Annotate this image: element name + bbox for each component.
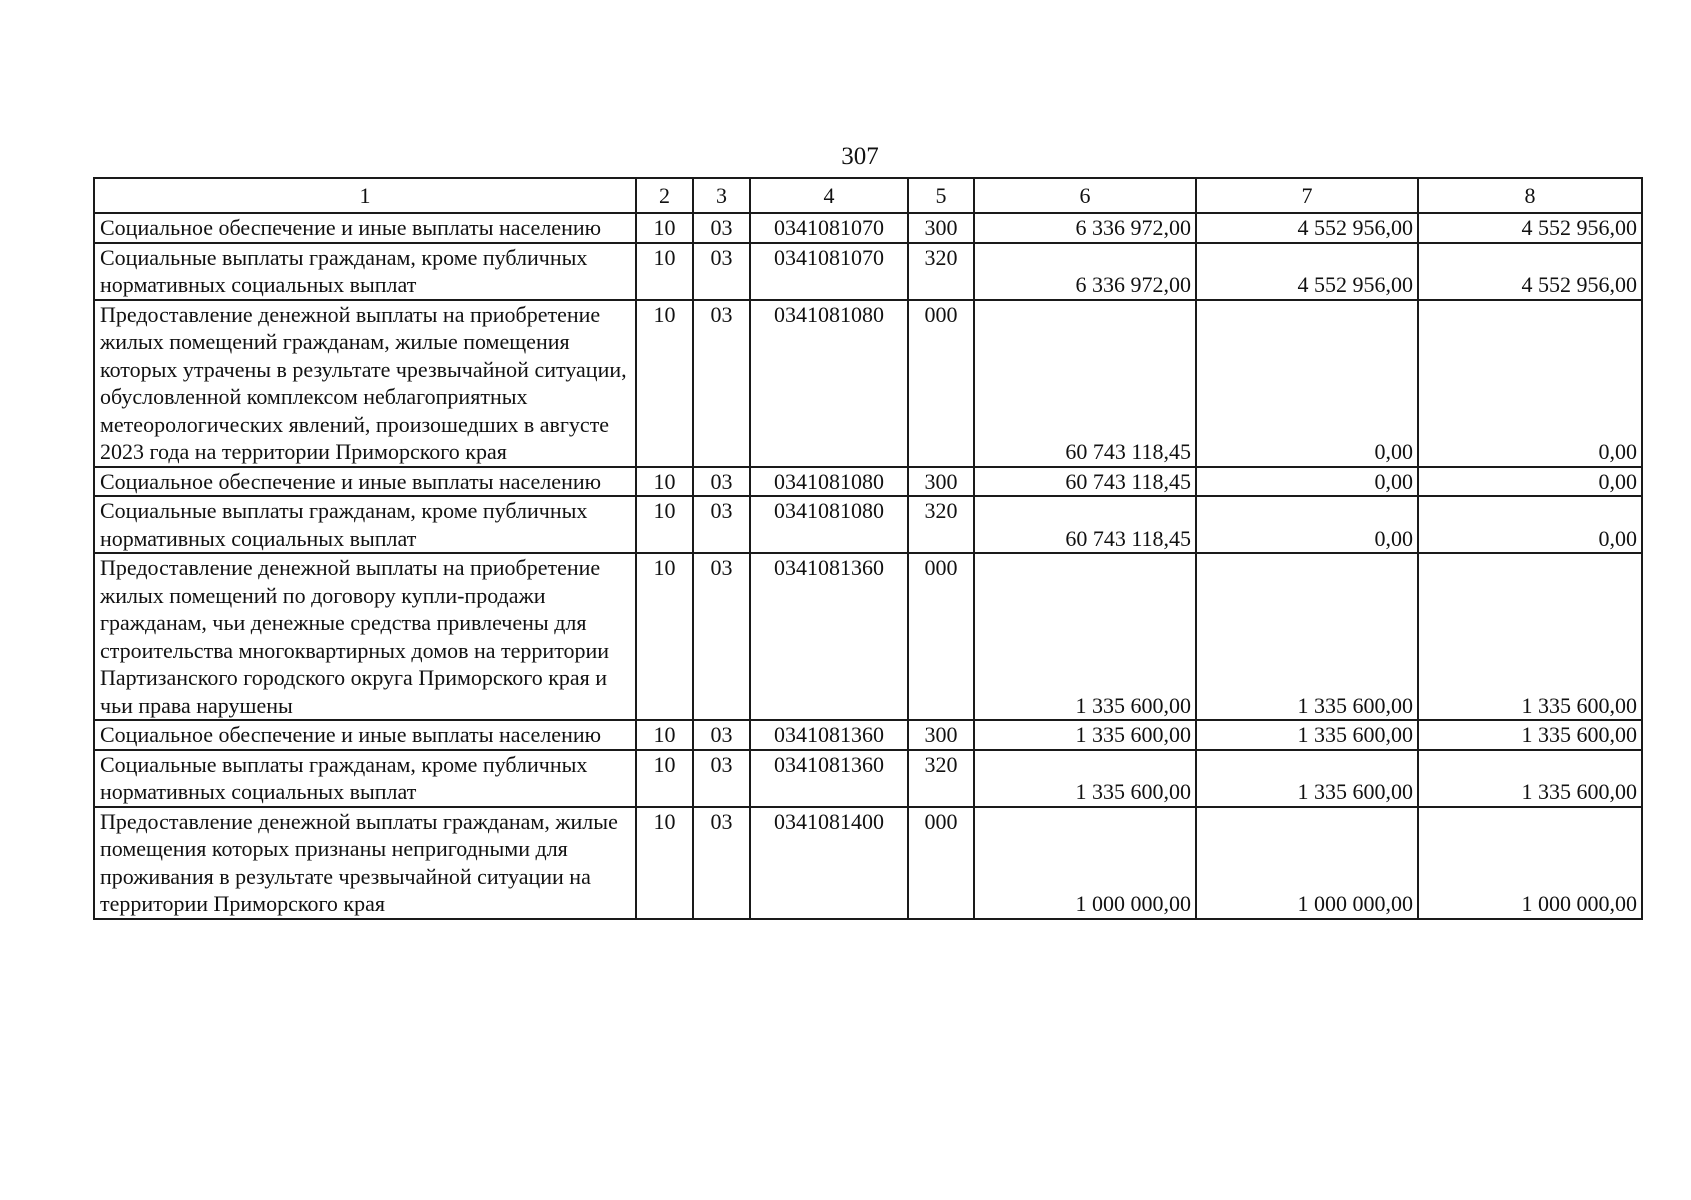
expense-type-code: 000 [908,807,974,919]
expense-type-code: 320 [908,243,974,300]
column-header: 5 [908,178,974,213]
amount-col6: 1 000 000,00 [974,807,1196,919]
table-row [94,807,1642,919]
amount-col8: 1 335 600,00 [1418,720,1642,750]
section-code: 10 [636,750,693,807]
expense-type-code: 000 [908,300,974,467]
row-name: Социальные выплаты гражданам, кроме публичных нормативных социальных выплат [94,496,636,553]
subsection-code: 03 [693,300,750,467]
subsection-code: 03 [693,750,750,807]
column-header: 8 [1418,178,1642,213]
amount-col8: 4 552 956,00 [1418,243,1642,300]
target-article-code: 0341081360 [750,750,908,807]
target-article-code: 0341081070 [750,243,908,300]
page-number: 307 [841,143,879,170]
section-code: 10 [636,300,693,467]
amount-col8: 1 335 600,00 [1418,553,1642,720]
column-header: 1 [94,178,636,213]
table-row [94,467,1642,497]
subsection-code: 03 [693,807,750,919]
amount-col8: 4 552 956,00 [1418,213,1642,243]
section-code: 10 [636,243,693,300]
target-article-code: 0341081360 [750,553,908,720]
row-name: Предоставление денежной выплаты на приобретение жилых помещений гражданам, жилые помещения которых утрачены в результате чрезвычайной ситуации, обусловленной комплексом неблагоприятных метеорологических явлений, произошедших в августе 2023 года на территории Приморского края [94,300,636,467]
amount-col7: 1 000 000,00 [1196,807,1418,919]
column-header: 2 [636,178,693,213]
expense-type-code: 320 [908,750,974,807]
table-row [94,213,1642,243]
subsection-code: 03 [693,213,750,243]
expense-type-code: 000 [908,553,974,720]
row-name: Социальное обеспечение и иные выплаты населению [94,213,636,243]
amount-col6: 60 743 118,45 [974,467,1196,497]
target-article-code: 0341081360 [750,720,908,750]
target-article-code: 0341081400 [750,807,908,919]
row-name: Социальное обеспечение и иные выплаты населению [94,467,636,497]
table-row [94,720,1642,750]
expense-type-code: 300 [908,213,974,243]
section-code: 10 [636,467,693,497]
amount-col6: 1 335 600,00 [974,750,1196,807]
amount-col7: 4 552 956,00 [1196,213,1418,243]
column-header: 6 [974,178,1196,213]
table-row [94,750,1642,807]
amount-col6: 6 336 972,00 [974,213,1196,243]
amount-col7: 4 552 956,00 [1196,243,1418,300]
table-row [94,553,1642,720]
row-name: Социальные выплаты гражданам, кроме публичных нормативных социальных выплат [94,750,636,807]
expense-type-code: 300 [908,720,974,750]
row-name: Предоставление денежной выплаты гражданам, жилые помещения которых признаны непригодными для проживания в результате чрезвычайной ситуации на территории Приморского края [94,807,636,919]
target-article-code: 0341081080 [750,467,908,497]
subsection-code: 03 [693,243,750,300]
row-name: Предоставление денежной выплаты на приобретение жилых помещений по договору купли-продажи гражданам, чьи денежные средства привлечены для строительства многоквартирных домов на территории Партизанского городского округа Приморского края и чьи права нарушены [94,553,636,720]
target-article-code: 0341081070 [750,213,908,243]
table-row [94,496,1642,553]
amount-col7: 1 335 600,00 [1196,720,1418,750]
amount-col6: 1 335 600,00 [974,553,1196,720]
subsection-code: 03 [693,553,750,720]
target-article-code: 0341081080 [750,300,908,467]
amount-col7: 1 335 600,00 [1196,750,1418,807]
amount-col8: 0,00 [1418,300,1642,467]
expense-type-code: 320 [908,496,974,553]
subsection-code: 03 [693,720,750,750]
table-row [94,300,1642,467]
section-code: 10 [636,807,693,919]
row-name: Социальные выплаты гражданам, кроме публичных нормативных социальных выплат [94,243,636,300]
amount-col7: 0,00 [1196,300,1418,467]
amount-col8: 1 335 600,00 [1418,750,1642,807]
amount-col7: 1 335 600,00 [1196,553,1418,720]
subsection-code: 03 [693,467,750,497]
amount-col8: 0,00 [1418,496,1642,553]
column-header: 7 [1196,178,1418,213]
amount-col6: 60 743 118,45 [974,496,1196,553]
amount-col6: 6 336 972,00 [974,243,1196,300]
amount-col7: 0,00 [1196,496,1418,553]
section-code: 10 [636,553,693,720]
table-row [94,243,1642,300]
budget-table [93,177,1643,920]
amount-col6: 60 743 118,45 [974,300,1196,467]
section-code: 10 [636,720,693,750]
amount-col8: 1 000 000,00 [1418,807,1642,919]
row-name: Социальное обеспечение и иные выплаты населению [94,720,636,750]
target-article-code: 0341081080 [750,496,908,553]
subsection-code: 03 [693,496,750,553]
amount-col8: 0,00 [1418,467,1642,497]
section-code: 10 [636,213,693,243]
amount-col6: 1 335 600,00 [974,720,1196,750]
section-code: 10 [636,496,693,553]
column-header: 4 [750,178,908,213]
column-header: 3 [693,178,750,213]
expense-type-code: 300 [908,467,974,497]
table-header-row [94,178,1642,213]
amount-col7: 0,00 [1196,467,1418,497]
